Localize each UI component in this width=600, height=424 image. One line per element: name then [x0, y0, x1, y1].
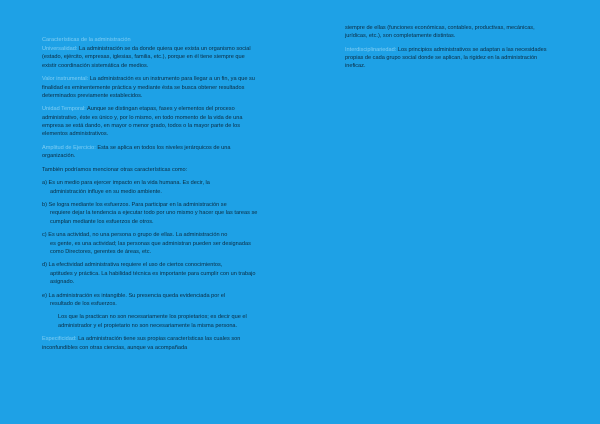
- list-item-rest: es gente, es una actividad; las personas que administran pueden ser designadas como Directores, gerentes de áreas, etc.: [50, 240, 251, 255]
- list-item-first-line: e) La administración es intangible. Su presencia queda evidenciada por el: [42, 292, 226, 299]
- list-item-first-line: b) Se logra mediante los esfuerzos. Para participar en la administración se: [42, 202, 227, 209]
- term-label: Valor instrumental:: [42, 76, 89, 83]
- list-item-rest: aptitudes y práctica. La habilidad técnica es importante para cumplir con un trabajo asignado.: [50, 270, 256, 285]
- paragraph-text: Los principios administrativos se adaptan a las necesidades propias de cada grupo social donde se aplican, la rigidez en la administración ineficaz.: [345, 46, 547, 70]
- list-item: [42, 261, 260, 286]
- list-item-first-line: d) La efectividad administrativa requiere el uso de ciertos conocimientos,: [42, 262, 223, 269]
- list-item-rest: resultado de los esfuerzos.: [50, 300, 117, 307]
- paragraph-unidad-temporal: [42, 105, 260, 138]
- paragraph-text: Esta se aplica en todos los niveles jerárquicos de una organización.: [42, 144, 231, 159]
- section-title: Características de la administración: [42, 37, 131, 43]
- term-label: Amplitud de Ejercicio:: [42, 144, 96, 151]
- paragraph-valor-instrumental: [42, 75, 260, 100]
- paragraph-text: La administración es un instrumento para llegar a un fin, ya que su finalidad es eminentemente práctica y mediante ésta se busca obtener resultados determinados previamente establecidos.: [42, 76, 255, 99]
- list-item: [42, 292, 260, 308]
- list-item-first-line: a) Es un medio para ejercer impacto en la vida humana. Es decir, la: [42, 180, 210, 187]
- right-column: [345, 0, 557, 76]
- paragraph-text: Aunque se distingan etapas, fases y elementos del proceso administrativo, éste es único y, por lo mismo, en todo momento de la vida de una empresa se está dando, en mayor o menor grado, todos o la mayor parte de los elementos administrativos.: [42, 106, 243, 138]
- paragraph-text: La administración se da donde quiera que exista un organismo social (estado, ejército, empresas, iglesias, familia, etc.), porque en él tiene siempre que existir coordinación sistemática de medios.: [42, 46, 251, 69]
- paragraph-universalidad: [42, 45, 260, 70]
- list-item: [42, 231, 260, 256]
- list-item: [42, 201, 260, 226]
- list-item: [42, 179, 260, 195]
- paragraph-amplitud: [42, 144, 260, 160]
- paragraph-interdisciplinariedad: [345, 46, 557, 71]
- list-item-rest: requiere dejar la tendencia a ejecutar todo por uno mismo y hacer que las tareas se cumplan mediante los esfuerzos de otros.: [50, 210, 258, 225]
- term-label: Unidad Temporal:: [42, 106, 86, 113]
- paragraph-continuation: siempre de ellas (funciones económicas, contables, productivas, mecánicas, jurídicas, etc.), son completamente distintas.: [345, 25, 535, 40]
- term-label: Universalidad:: [42, 46, 78, 53]
- paragraph-text: La administración tiene sus propias características las cuales son inconfundibles con otras ciencias, aunque va acompañada: [42, 336, 241, 351]
- list-intro: También podríamos mencionar otras características como:: [42, 166, 188, 173]
- quote-paragraph: Los que la practican no son necesariamente los propietarios; es decir que el administrador y el propietario no son necesariamente la misma persona.: [58, 314, 247, 329]
- term-label: Interdisciplinariedad:: [345, 46, 397, 53]
- left-column: [42, 0, 260, 357]
- term-label: Especificidad:: [42, 336, 77, 343]
- list-item-rest: administración influye en su medio ambiente.: [50, 188, 162, 195]
- list-item-first-line: c) Es una actividad, no una persona o grupo de ellas. La administración no: [42, 232, 228, 239]
- paragraph-especificidad: [42, 335, 260, 351]
